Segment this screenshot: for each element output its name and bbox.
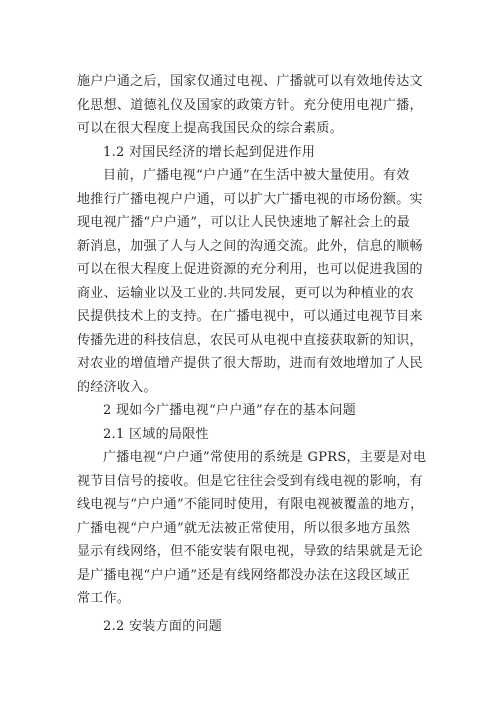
section-heading-1-2: 1.2 对国民经济的增长起到促进作用	[103, 144, 316, 160]
section-heading-2-2: 2.2 安装方面的问题	[103, 618, 223, 634]
paragraph-line: 视节目信号的接收。但是它往往会受到有线电视的影响，有	[77, 473, 423, 489]
paragraph-line: 线电视与“户户通”不能同时使用，有限电视被覆盖的地方，	[77, 497, 424, 512]
paragraph-line: 对农业的增值增产提供了很大帮助，进而有效地增加了人民	[77, 356, 423, 371]
paragraph-line: 是广播电视“户户通”还是有线网络都没办法在这段区域正	[77, 567, 411, 583]
section-heading-2-1: 2.1 区域的局限性	[103, 426, 209, 442]
paragraph-line: 目前，广播电视“户户通”在生活中被大量使用。有效	[103, 168, 410, 183]
paragraph-line: 广播电视“户户通”常使用的系统是 GPRS，主要是对电	[103, 450, 427, 465]
paragraph-line: 常工作。	[77, 591, 131, 606]
paragraph-line: 广播电视“户户通”就无法被正常使用，所以很多地方虽然	[77, 520, 411, 536]
paragraph-regional-limitation	[77, 446, 437, 611]
section-heading-2: 2 现如今广播电视“户户通”存在的基本问题	[103, 403, 356, 418]
paragraph-line: 民提供技术上的支持。在广播电视中，可以通过电视节目来	[77, 309, 423, 324]
paragraph-line: 地推行广播电视户户通，可以扩大广播电视的市场份额。实	[77, 191, 423, 207]
paragraph-line: 传播先进的科技信息，农民可从电视中直接获取新的知识，	[77, 332, 423, 348]
paragraph-line: 化思想、道德礼仪及国家的政策方针。充分使用电视广播，	[77, 97, 423, 113]
paragraph-line: 显示有线网络，但不能安装有限电视，导致的结果就是无论	[77, 544, 423, 559]
paragraph-line: 商业、运输业以及工业的.共同发展，更可以为种植业的农	[77, 285, 414, 301]
paragraph-economic-growth	[77, 164, 437, 399]
document-body	[77, 70, 437, 638]
paragraph-line: 施户户通之后，国家仅通过电视、广播就可以有效地传达文	[77, 74, 423, 89]
paragraph-line: 可以在很大程度上促进资源的充分利用，也可以促进我国的	[77, 262, 423, 277]
paragraph-line: 可以在很大程度上提高我国民众的综合素质。	[77, 121, 344, 136]
paragraph-line: 新消息，加强了人与人之间的沟通交流。此外，信息的顺畅	[77, 238, 423, 254]
paragraph-line: 现电视广播“户户通”，可以让人民快速地了解社会上的最	[77, 215, 411, 230]
paragraph-household-access-culture	[77, 70, 437, 141]
paragraph-line: 的经济收入。	[77, 379, 157, 395]
